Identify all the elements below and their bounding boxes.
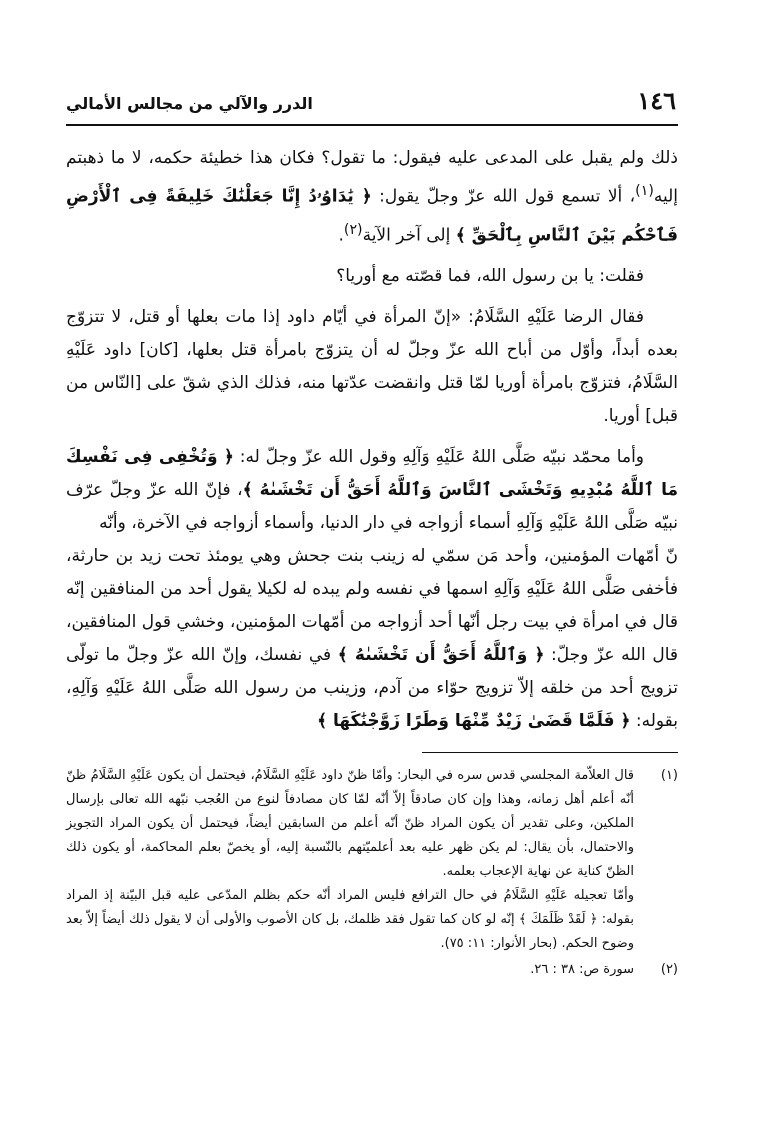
- footnotes: [66, 764, 678, 984]
- footnote-separator: [422, 752, 678, 753]
- quran-verse: ﴿ وَٱللَّهُ أَحَقُّ أَن تَخْشَىٰهُ ﴾: [337, 645, 545, 666]
- page-number: ١٤٦: [637, 86, 676, 115]
- footnote-number: (١): [660, 768, 678, 783]
- footnote-ref-1[interactable]: (١): [635, 183, 654, 199]
- running-title: الدرر والآلي من مجالس الأمالي: [66, 94, 313, 113]
- page-header: [66, 86, 676, 120]
- text-run: في نفسك، وإنّ الله عزّ وجلّ ما تولّى تزويج أحد من خلقه إلاّ تزويج حوّاء من آدم، وزينب من رسول الله صَلَّى اللهُ عَلَيْهِ وَآلِهِ، بقوله:: [66, 645, 678, 732]
- text-run: ، ألا تسمع قول الله عزّ وجلّ يقول:: [379, 186, 636, 207]
- text-run: .: [338, 225, 344, 246]
- paragraph-1: [66, 142, 678, 252]
- footnote-ref-2[interactable]: (٢): [343, 221, 363, 238]
- text-run: إلى آخر الآية: [362, 225, 456, 246]
- header-rule: [66, 124, 678, 126]
- footnote-text: وأمّا تعجيله عَلَيْهِ السَّلَامُ في حال الترافع فليس المراد أنّه حكم بظلم المدّعى عليه قبل البيّنة إذ المراد بقوله: ﴿ لَقَدْ ظَلَمَكَ ﴾ إنّه لو كان كما تقول فقد ظلمك، بل كان الأصوب والأولى أن لا يقول ذلك أيضاً إلاّ بعد وضوح الحكم. (بحار الأنوار: ١١: ٧٥).: [66, 888, 634, 951]
- footnote-text: قال العلاّمة المجلسي قدس سره في البحار: وأمّا ظنّ داود عَلَيْهِ السَّلَامُ، فيحتمل أن يكون عَلَيْهِ السَّلَامُ ظنّ أنّه أعلم أهل زمانه، وهذا وإن كان صادقاً إلاّ أنّه لمّا كان مصادفاً لنوع من العُجب نبّهه الله تعالى بإرسال الملكين، وعلى تقدير أن يكون المراد ظنّ أنّه أعلم من السابقين أيضاً، فيحتمل أن يكون المراد التجويز والاحتمال، بأن يقال: لم يكن ظهر عليه بعد أعلميّتهم بالنّسبة إليه، أو يخصّ بعلم المحاكمة، أو يكون ذلك الظنّ كناية عن نهاية الإعجاب بعلمه.: [66, 768, 634, 879]
- quran-verse: ﴿ يَٰدَاوُۥدُ إِنَّا جَعَلْنَٰكَ خَلِيفَةً فِى ٱلْأَرْضِ فَٱحْكُم بَيْنَ ٱلنَّاسِ بِٱلْحَقِّ ﴾: [66, 186, 678, 246]
- footnote-text: سورة ص: ٣٨ : ٢٦.: [530, 962, 634, 977]
- text-run: ذلك ولم يقبل على المدعى عليه فيقول: ما تقول؟ فكان هذا خطيئة حكمه، لا ما ذهبتم إليه: [66, 148, 678, 207]
- paragraph-4: [66, 441, 678, 738]
- paragraph-2: فقلت: يا بن رسول الله، فما قصّته مع أوريا؟: [336, 266, 644, 287]
- footnote-1: [66, 764, 678, 956]
- footnote-number: (٢): [660, 962, 678, 977]
- main-text: [66, 142, 678, 746]
- quran-verse: ﴿ وَتُخْفِى فِى نَفْسِكَ مَا ٱللَّهُ مُبْدِيهِ وَتَخْشَى ٱلنَّاسَ وَٱللَّهُ أَحَقُّ أَن تَخْشَىٰهُ ﴾: [66, 447, 678, 501]
- text-run: ، فإنّ الله عزّ وجلّ عرّف نبيّه صَلَّى اللهُ عَلَيْهِ وَآلِهِ أسماء أزواجه في دار الدنيا، وأسماء أزواجه في الآخرة، وأنّه: [66, 480, 678, 534]
- quran-verse: ﴿ فَلَمَّا قَضَىٰ زَيْدٌ مِّنْهَا وَطَرًا زَوَّجْنَٰكَهَا ﴾: [317, 711, 631, 732]
- footnote-2: [66, 958, 678, 982]
- text-run: وأما محمّد نبيّه صَلَّى اللهُ عَلَيْهِ وَآلِهِ وقول الله عزّ وجلّ له:: [239, 447, 645, 468]
- text-run: نّ أمّهات المؤمنين، وأحد مَن سمّي له زينب بنت جحش وهي يومئذ تحت زيد بن حارثة، فأخفى صَلَّى اللهُ عَلَيْهِ وَآلِهِ اسمها في نفسه ولم يبده له لكيلا يقول أحد من المنافقين إنّه قال في امرأة في بيت رجل أنّها أحد أزواجه من أمّهات المؤمنين، وخشي قول المنافقين، قال الله عزّ وجلّ:: [66, 546, 678, 666]
- paragraph-3: فقال الرضا عَلَيْهِ السَّلَامُ: «إنّ المرأة في أيّام داود إذا مات بعلها أو قتل، لا تتزوّج بعده أبداً، وأوّل من أباح الله عزّ وجلّ له أن يتزوّج بامرأة قتل بعلها، [كان] داود عَلَيْهِ السَّلَامُ، فتزوّج بامرأة أوريا لمّا قتل وانقضت عدّتها منه، فذلك الذي شقّ على [النّاس من قبل] أوريا.: [66, 307, 678, 427]
